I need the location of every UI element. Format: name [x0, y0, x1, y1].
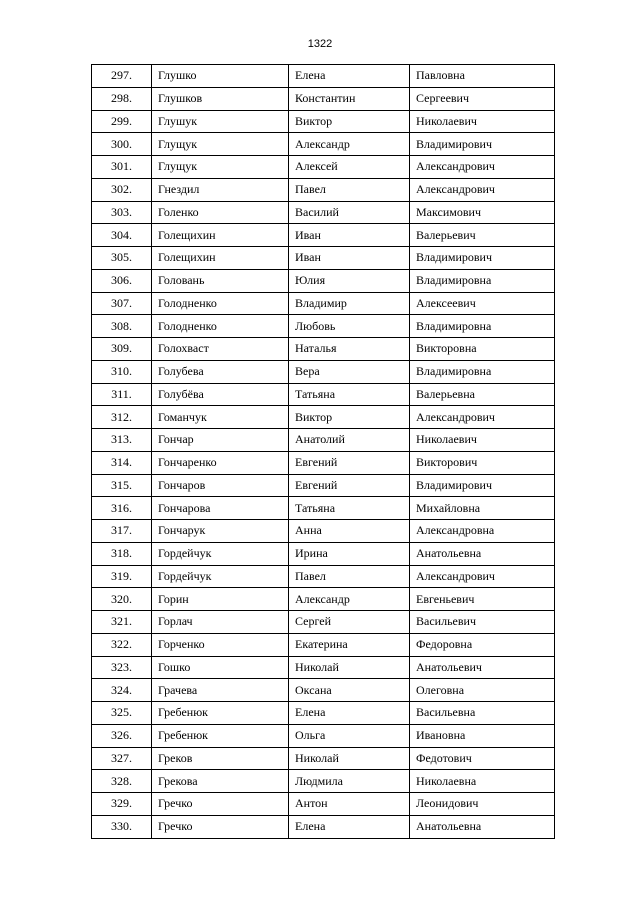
table-row	[92, 133, 555, 156]
first-name-cell: Иван	[289, 247, 410, 270]
table-row	[92, 497, 555, 520]
last-name-cell: Гордейчук	[152, 565, 289, 588]
first-name-cell: Виктор	[289, 406, 410, 429]
first-name-cell: Татьяна	[289, 497, 410, 520]
last-name-cell: Горин	[152, 588, 289, 611]
table-row	[92, 656, 555, 679]
row-number-cell: 298.	[92, 87, 152, 110]
last-name-cell: Горченко	[152, 633, 289, 656]
last-name-cell: Грачева	[152, 679, 289, 702]
last-name-cell: Гречко	[152, 815, 289, 838]
row-number-cell: 306.	[92, 269, 152, 292]
row-number-cell: 300.	[92, 133, 152, 156]
row-number-cell: 299.	[92, 110, 152, 133]
last-name-cell: Горлач	[152, 611, 289, 634]
table-row	[92, 65, 555, 88]
table-row	[92, 315, 555, 338]
table-row	[92, 747, 555, 770]
patronymic-cell: Николаевич	[410, 429, 555, 452]
row-number-cell: 329.	[92, 793, 152, 816]
table-row	[92, 611, 555, 634]
patronymic-cell: Викторовна	[410, 338, 555, 361]
names-table	[91, 64, 555, 839]
patronymic-cell: Валерьевич	[410, 224, 555, 247]
row-number-cell: 316.	[92, 497, 152, 520]
first-name-cell: Владимир	[289, 292, 410, 315]
row-number-cell: 305.	[92, 247, 152, 270]
last-name-cell: Гоманчук	[152, 406, 289, 429]
row-number-cell: 326.	[92, 724, 152, 747]
patronymic-cell: Анатольевич	[410, 656, 555, 679]
patronymic-cell: Максимович	[410, 201, 555, 224]
last-name-cell: Греков	[152, 747, 289, 770]
patronymic-cell: Михайловна	[410, 497, 555, 520]
last-name-cell: Гончарук	[152, 520, 289, 543]
first-name-cell: Алексей	[289, 156, 410, 179]
last-name-cell: Глущук	[152, 156, 289, 179]
patronymic-cell: Сергеевич	[410, 87, 555, 110]
patronymic-cell: Васильевич	[410, 611, 555, 634]
patronymic-cell: Владимирович	[410, 133, 555, 156]
first-name-cell: Иван	[289, 224, 410, 247]
row-number-cell: 327.	[92, 747, 152, 770]
table-row	[92, 679, 555, 702]
first-name-cell: Василий	[289, 201, 410, 224]
last-name-cell: Гончаренко	[152, 451, 289, 474]
row-number-cell: 312.	[92, 406, 152, 429]
row-number-cell: 304.	[92, 224, 152, 247]
last-name-cell: Гребенюк	[152, 724, 289, 747]
patronymic-cell: Анатольевна	[410, 542, 555, 565]
first-name-cell: Елена	[289, 815, 410, 838]
last-name-cell: Гончарова	[152, 497, 289, 520]
table-row	[92, 383, 555, 406]
row-number-cell: 320.	[92, 588, 152, 611]
last-name-cell: Голубёва	[152, 383, 289, 406]
last-name-cell: Гнездил	[152, 178, 289, 201]
last-name-cell: Голодненко	[152, 292, 289, 315]
table-row	[92, 224, 555, 247]
first-name-cell: Александр	[289, 133, 410, 156]
row-number-cell: 318.	[92, 542, 152, 565]
patronymic-cell: Павловна	[410, 65, 555, 88]
first-name-cell: Александр	[289, 588, 410, 611]
last-name-cell: Голещихин	[152, 247, 289, 270]
last-name-cell: Гошко	[152, 656, 289, 679]
table-row	[92, 815, 555, 838]
table-row	[92, 156, 555, 179]
first-name-cell: Ирина	[289, 542, 410, 565]
last-name-cell: Голещихин	[152, 224, 289, 247]
last-name-cell: Головань	[152, 269, 289, 292]
patronymic-cell: Анатольевна	[410, 815, 555, 838]
names-table-body	[92, 65, 555, 839]
table-row	[92, 87, 555, 110]
table-row	[92, 588, 555, 611]
table-row	[92, 247, 555, 270]
patronymic-cell: Александрович	[410, 156, 555, 179]
patronymic-cell: Владимировна	[410, 315, 555, 338]
last-name-cell: Глушков	[152, 87, 289, 110]
first-name-cell: Вера	[289, 360, 410, 383]
patronymic-cell: Евгеньевич	[410, 588, 555, 611]
first-name-cell: Анна	[289, 520, 410, 543]
table-row	[92, 201, 555, 224]
row-number-cell: 314.	[92, 451, 152, 474]
table-row	[92, 724, 555, 747]
row-number-cell: 310.	[92, 360, 152, 383]
patronymic-cell: Александровна	[410, 520, 555, 543]
last-name-cell: Глущук	[152, 133, 289, 156]
patronymic-cell: Александрович	[410, 406, 555, 429]
table-row	[92, 565, 555, 588]
row-number-cell: 308.	[92, 315, 152, 338]
patronymic-cell: Александрович	[410, 565, 555, 588]
last-name-cell: Голодненко	[152, 315, 289, 338]
patronymic-cell: Викторович	[410, 451, 555, 474]
table-row	[92, 542, 555, 565]
row-number-cell: 328.	[92, 770, 152, 793]
first-name-cell: Евгений	[289, 451, 410, 474]
first-name-cell: Анатолий	[289, 429, 410, 452]
row-number-cell: 301.	[92, 156, 152, 179]
last-name-cell: Гордейчук	[152, 542, 289, 565]
row-number-cell: 315.	[92, 474, 152, 497]
first-name-cell: Павел	[289, 565, 410, 588]
row-number-cell: 307.	[92, 292, 152, 315]
row-number-cell: 309.	[92, 338, 152, 361]
row-number-cell: 323.	[92, 656, 152, 679]
row-number-cell: 313.	[92, 429, 152, 452]
table-row	[92, 474, 555, 497]
table-row	[92, 338, 555, 361]
row-number-cell: 302.	[92, 178, 152, 201]
first-name-cell: Наталья	[289, 338, 410, 361]
last-name-cell: Глушук	[152, 110, 289, 133]
first-name-cell: Татьяна	[289, 383, 410, 406]
first-name-cell: Константин	[289, 87, 410, 110]
table-row	[92, 292, 555, 315]
last-name-cell: Глушко	[152, 65, 289, 88]
first-name-cell: Любовь	[289, 315, 410, 338]
table-row	[92, 178, 555, 201]
patronymic-cell: Владимирович	[410, 247, 555, 270]
patronymic-cell: Александрович	[410, 178, 555, 201]
row-number-cell: 317.	[92, 520, 152, 543]
patronymic-cell: Валерьевна	[410, 383, 555, 406]
row-number-cell: 297.	[92, 65, 152, 88]
last-name-cell: Гончаров	[152, 474, 289, 497]
table-row	[92, 520, 555, 543]
row-number-cell: 311.	[92, 383, 152, 406]
table-row	[92, 793, 555, 816]
patronymic-cell: Владимирович	[410, 474, 555, 497]
row-number-cell: 322.	[92, 633, 152, 656]
patronymic-cell: Федотович	[410, 747, 555, 770]
patronymic-cell: Николаевна	[410, 770, 555, 793]
patronymic-cell: Владимировна	[410, 360, 555, 383]
row-number-cell: 330.	[92, 815, 152, 838]
first-name-cell: Ольга	[289, 724, 410, 747]
table-row	[92, 451, 555, 474]
patronymic-cell: Ивановна	[410, 724, 555, 747]
patronymic-cell: Николаевич	[410, 110, 555, 133]
table-row	[92, 429, 555, 452]
row-number-cell: 325.	[92, 702, 152, 725]
first-name-cell: Николай	[289, 656, 410, 679]
patronymic-cell: Олеговна	[410, 679, 555, 702]
patronymic-cell: Леонидович	[410, 793, 555, 816]
table-row	[92, 406, 555, 429]
row-number-cell: 321.	[92, 611, 152, 634]
table-row	[92, 633, 555, 656]
last-name-cell: Голенко	[152, 201, 289, 224]
page-number: 1322	[307, 38, 333, 50]
patronymic-cell: Алексеевич	[410, 292, 555, 315]
last-name-cell: Голохваст	[152, 338, 289, 361]
first-name-cell: Юлия	[289, 269, 410, 292]
table-row	[92, 110, 555, 133]
first-name-cell: Антон	[289, 793, 410, 816]
last-name-cell: Гребенюк	[152, 702, 289, 725]
first-name-cell: Людмила	[289, 770, 410, 793]
row-number-cell: 319.	[92, 565, 152, 588]
table-row	[92, 770, 555, 793]
first-name-cell: Сергей	[289, 611, 410, 634]
first-name-cell: Екатерина	[289, 633, 410, 656]
last-name-cell: Гончар	[152, 429, 289, 452]
patronymic-cell: Федоровна	[410, 633, 555, 656]
last-name-cell: Голубева	[152, 360, 289, 383]
first-name-cell: Елена	[289, 65, 410, 88]
last-name-cell: Грекова	[152, 770, 289, 793]
last-name-cell: Гречко	[152, 793, 289, 816]
first-name-cell: Николай	[289, 747, 410, 770]
first-name-cell: Елена	[289, 702, 410, 725]
row-number-cell: 324.	[92, 679, 152, 702]
first-name-cell: Виктор	[289, 110, 410, 133]
patronymic-cell: Владимировна	[410, 269, 555, 292]
table-row	[92, 269, 555, 292]
table-row	[92, 702, 555, 725]
row-number-cell: 303.	[92, 201, 152, 224]
patronymic-cell: Васильевна	[410, 702, 555, 725]
first-name-cell: Евгений	[289, 474, 410, 497]
first-name-cell: Оксана	[289, 679, 410, 702]
table-row	[92, 360, 555, 383]
first-name-cell: Павел	[289, 178, 410, 201]
